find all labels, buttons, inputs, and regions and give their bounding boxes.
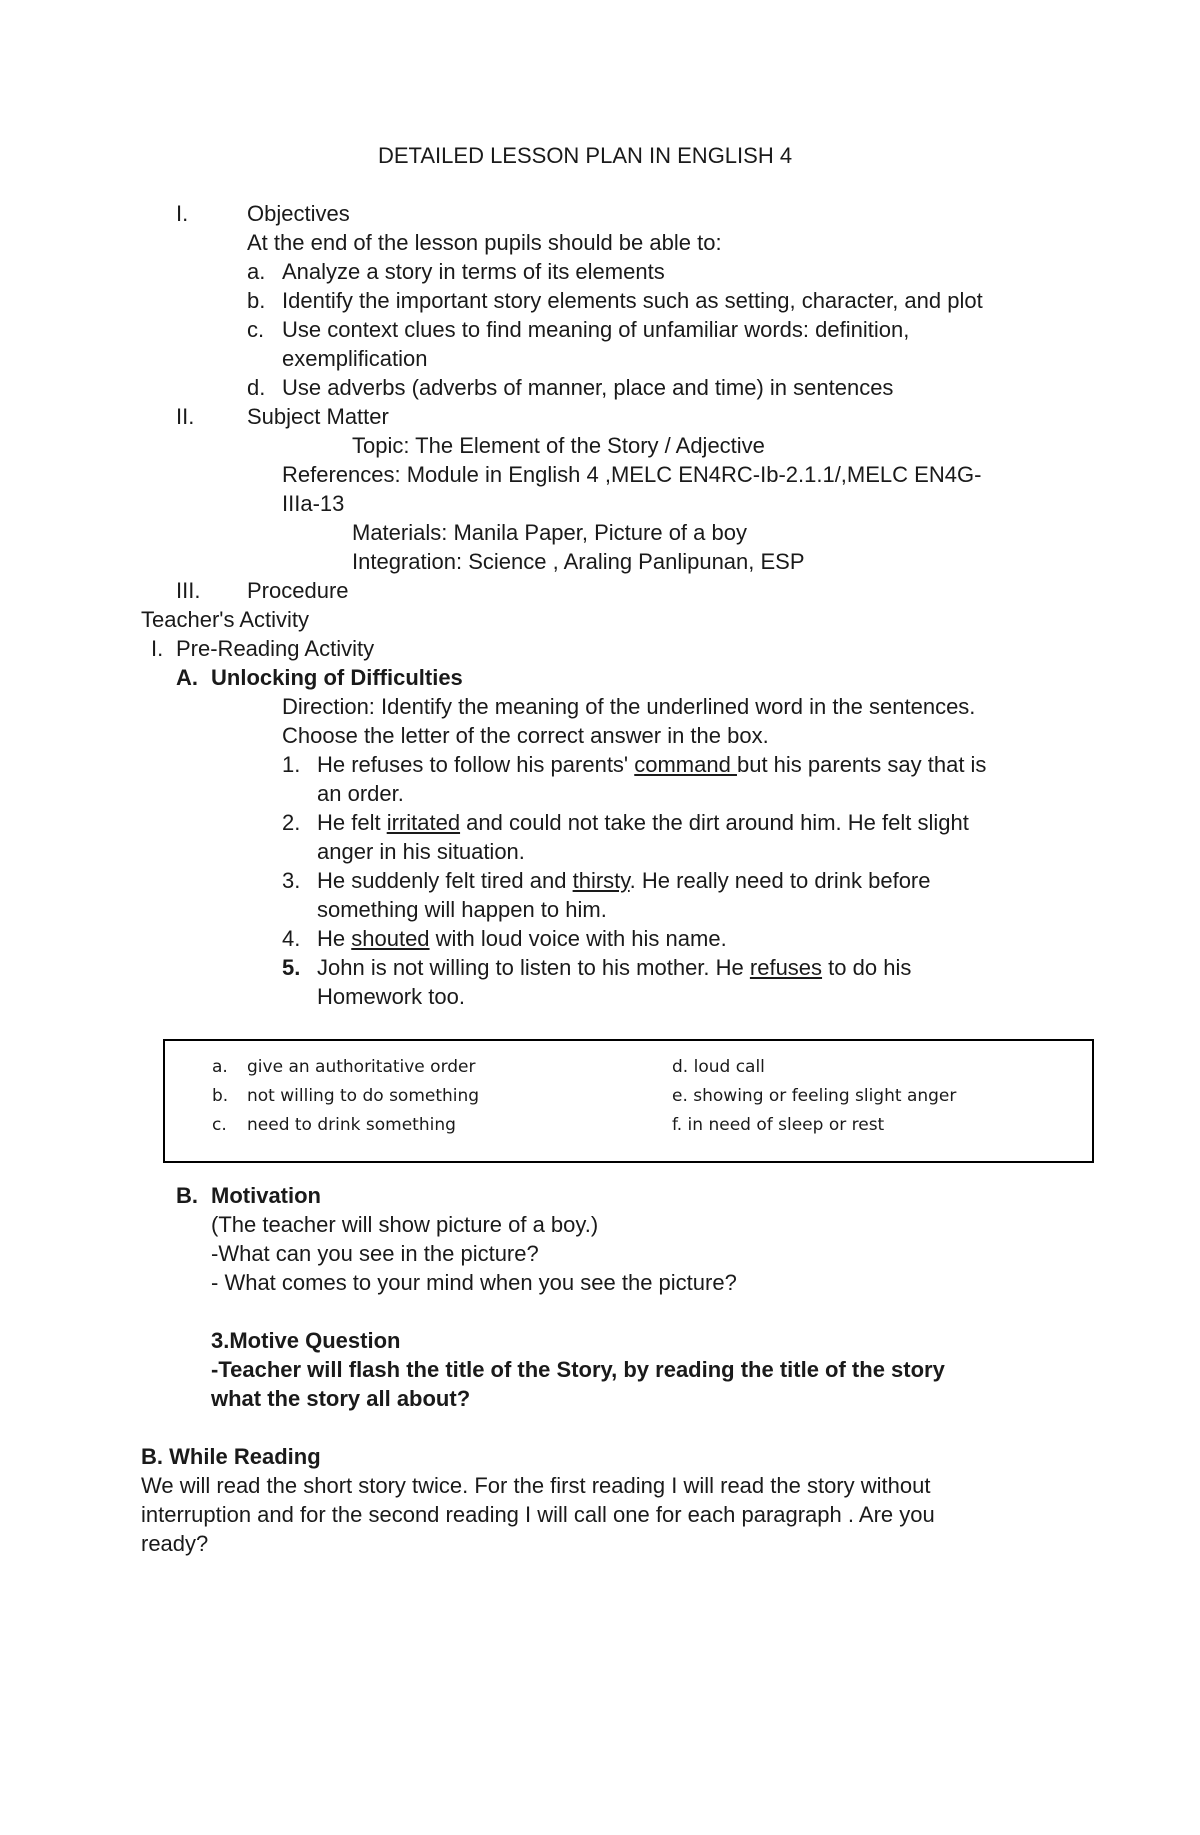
section-heading: Objectives	[247, 201, 350, 226]
underlined-word: refuses	[749, 955, 823, 980]
references-line: References: Module in English 4 ,MELC EN4RC-Ib-2.1.1/,MELC EN4G-	[282, 462, 982, 487]
section-number: I.	[176, 201, 189, 226]
sentence-item: He felt irritated and could not take the dirt around him. He felt slight	[317, 810, 969, 835]
sentence-item: He refuses to follow his parents' command but his parents say that is	[317, 752, 987, 777]
while-reading-line: ready?	[141, 1531, 209, 1556]
topic-line: Topic: The Element of the Story / Adjective	[352, 433, 765, 458]
sentence-continuation: anger in his situation.	[317, 839, 525, 864]
document-title: DETAILED LESSON PLAN IN ENGLISH 4	[378, 143, 793, 168]
choice-letter: b.	[212, 1086, 229, 1106]
section-heading: Subject Matter	[247, 404, 389, 429]
underlined-word: thirsty	[572, 868, 630, 893]
motivation-line: -What can you see in the picture?	[211, 1241, 539, 1266]
motive-question-line: -Teacher will flash the title of the Story, by reading the title of the story	[211, 1357, 945, 1382]
list-number: 5.	[282, 955, 301, 980]
list-letter: a.	[247, 259, 266, 284]
unlocking-heading: Unlocking of Difficulties	[211, 665, 463, 690]
objective-item: Use adverbs (adverbs of manner, place and time) in sentences	[282, 375, 894, 400]
list-letter: b.	[247, 288, 266, 313]
answer-choices-box	[163, 1039, 1094, 1163]
teacher-activity-heading: Teacher's Activity	[141, 607, 310, 632]
objective-item: Identify the important story elements such as setting, character, and plot	[282, 288, 983, 313]
choice-b: not willing to do something	[247, 1086, 480, 1106]
sentence-continuation: an order.	[317, 781, 404, 806]
objective-item: Use context clues to find meaning of unfamiliar words: definition,	[282, 317, 910, 342]
section-heading: Procedure	[247, 578, 349, 603]
list-number: I.	[151, 636, 164, 661]
underlined-word: irritated	[386, 810, 461, 835]
choice-letter: c.	[212, 1115, 227, 1135]
references-continuation: IIIa-13	[282, 491, 345, 516]
integration-line: Integration: Science , Araling Panlipunan, ESP	[352, 549, 805, 574]
while-reading-heading: B. While Reading	[141, 1444, 321, 1469]
list-letter: d.	[247, 375, 266, 400]
choice-c: need to drink something	[247, 1115, 456, 1135]
sentence-continuation: Homework too.	[317, 984, 465, 1009]
objective-item: Analyze a story in terms of its elements	[282, 259, 665, 284]
motive-question-line: what the story all about?	[211, 1386, 471, 1411]
list-letter: c.	[247, 317, 265, 342]
underlined-word: command	[634, 752, 737, 777]
motivation-heading: Motivation	[211, 1183, 321, 1208]
direction-line: Direction: Identify the meaning of the underlined word in the sentences.	[282, 694, 976, 719]
choice-a: give an authoritative order	[247, 1057, 476, 1077]
choice-f: f. in need of sleep or rest	[672, 1115, 885, 1135]
while-reading-line: We will read the short story twice. For the first reading I will read the story without	[141, 1473, 931, 1498]
sentence-item: He suddenly felt tired and thirsty. He really need to drink before	[317, 868, 931, 893]
choice-e: e. showing or feeling slight anger	[672, 1086, 957, 1106]
section-number: II.	[176, 404, 195, 429]
sentence-item: John is not willing to listen to his mother. He refuses to do his	[317, 955, 912, 980]
list-letter: A.	[176, 665, 198, 690]
materials-line: Materials: Manila Paper, Picture of a boy	[352, 520, 747, 545]
direction-continuation: Choose the letter of the correct answer in the box.	[282, 723, 769, 748]
motive-question-heading: 3.Motive Question	[211, 1328, 401, 1353]
list-number: 3.	[282, 868, 301, 893]
motivation-line: (The teacher will show picture of a boy.)	[211, 1212, 599, 1237]
section-number: III.	[176, 578, 201, 603]
pre-reading-heading: Pre-Reading Activity	[176, 636, 375, 661]
sentence-continuation: something will happen to him.	[317, 897, 607, 922]
list-number: 4.	[282, 926, 301, 951]
list-number: 2.	[282, 810, 301, 835]
sentence-item: He shouted with loud voice with his name.	[317, 926, 727, 951]
motivation-line: - What comes to your mind when you see the picture?	[211, 1270, 737, 1295]
while-reading-line: interruption and for the second reading I will call one for each paragraph . Are you	[141, 1502, 935, 1527]
choice-d: d. loud call	[672, 1057, 765, 1077]
choice-letter: a.	[212, 1057, 228, 1077]
list-letter: B.	[176, 1183, 198, 1208]
underlined-word: shouted	[351, 926, 430, 951]
list-number: 1.	[282, 752, 301, 777]
objective-item-continuation: exemplification	[282, 346, 428, 371]
objectives-intro: At the end of the lesson pupils should be able to:	[247, 230, 722, 255]
